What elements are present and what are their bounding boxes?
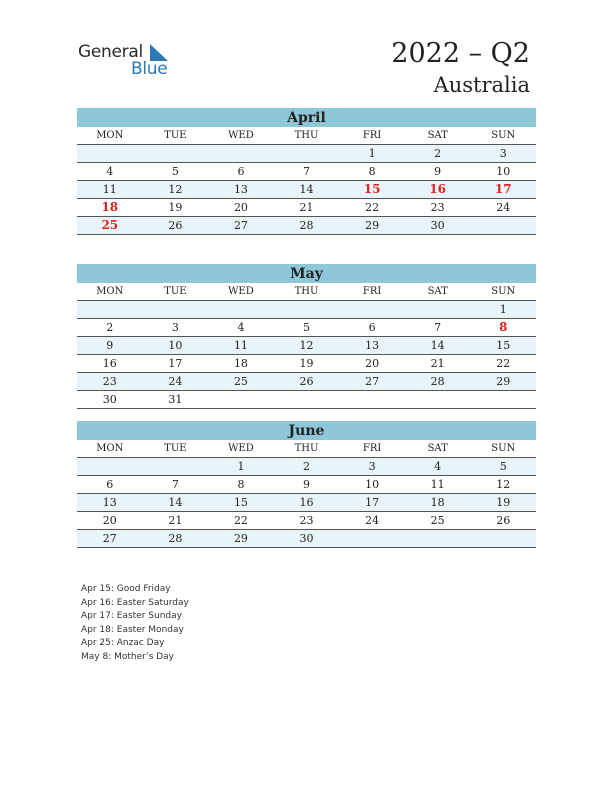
week-row — [77, 391, 536, 409]
day-cell — [405, 530, 471, 547]
weekday-label: THU — [294, 130, 319, 141]
day-cell: 17 — [365, 496, 380, 509]
day-cell: 5 — [303, 321, 311, 334]
day-cell: 6 — [368, 321, 376, 334]
weekday-label: TUE — [164, 286, 187, 297]
weekday-label: MON — [96, 286, 124, 297]
day-cell: 5 — [499, 460, 507, 473]
weekday-label: THU — [294, 286, 319, 297]
day-cell: 27 — [102, 532, 117, 545]
holiday-list — [81, 583, 189, 665]
day-cell: 19 — [496, 496, 511, 509]
day-cell: 21 — [430, 357, 445, 370]
day-cell: 7 — [303, 165, 311, 178]
day-cell — [274, 301, 340, 318]
day-cell — [77, 458, 143, 475]
day-cell — [339, 301, 405, 318]
weekday-label: WED — [228, 130, 254, 141]
day-cell: 4 — [106, 165, 114, 178]
week-row — [77, 355, 536, 373]
day-cell: 5 — [171, 165, 179, 178]
day-cell: 1 — [368, 147, 376, 160]
day-cell: 14 — [168, 496, 183, 509]
day-cell — [77, 145, 143, 162]
day-cell — [143, 301, 209, 318]
day-cell: 2 — [303, 460, 311, 473]
day-cell: 8 — [368, 165, 376, 178]
weekday-row — [77, 440, 536, 458]
day-cell: 31 — [168, 393, 183, 406]
week-row — [77, 337, 536, 355]
day-cell: 4 — [237, 321, 245, 334]
day-cell: 11 — [233, 339, 248, 352]
day-cell: 3 — [499, 147, 507, 160]
weekday-label: WED — [228, 443, 254, 454]
day-cell: 3 — [171, 321, 179, 334]
day-cell — [470, 391, 536, 408]
day-cell: 20 — [233, 201, 248, 214]
day-cell: 10 — [365, 478, 380, 491]
day-cell — [274, 391, 340, 408]
day-cell — [208, 301, 274, 318]
day-cell: 29 — [365, 219, 380, 232]
weekday-label: TUE — [164, 443, 187, 454]
day-cell — [339, 530, 405, 547]
page-title: 2022 – Q2 — [391, 38, 530, 69]
weekday-label: SUN — [491, 286, 516, 297]
week-row — [77, 163, 536, 181]
holiday-item: Apr 16: Easter Saturday — [81, 597, 189, 608]
day-cell: 7 — [434, 321, 442, 334]
holiday-item: Apr 25: Anzac Day — [81, 638, 165, 649]
weekday-label: MON — [96, 443, 124, 454]
day-cell: 27 — [365, 375, 380, 388]
day-cell: 18 — [101, 200, 119, 214]
day-cell — [208, 391, 274, 408]
country-name: Australia — [433, 73, 530, 97]
day-cell: 13 — [102, 496, 117, 509]
day-cell: 10 — [168, 339, 183, 352]
day-cell: 23 — [102, 375, 117, 388]
weekday-label: FRI — [362, 130, 382, 141]
weekday-label: SAT — [427, 130, 448, 141]
day-cell — [274, 145, 340, 162]
day-cell: 20 — [365, 357, 380, 370]
day-cell: 8 — [499, 320, 508, 334]
day-cell: 15 — [233, 496, 248, 509]
day-cell: 30 — [299, 532, 314, 545]
day-cell: 18 — [233, 357, 248, 370]
day-cell — [143, 145, 209, 162]
day-cell: 3 — [368, 460, 376, 473]
day-cell: 20 — [102, 514, 117, 527]
weekday-label: FRI — [362, 443, 382, 454]
day-cell: 26 — [168, 219, 183, 232]
day-cell — [470, 217, 536, 234]
day-cell: 24 — [365, 514, 380, 527]
day-cell: 7 — [171, 478, 179, 491]
day-cell: 14 — [299, 183, 314, 196]
day-cell: 23 — [430, 201, 445, 214]
day-cell: 13 — [233, 183, 248, 196]
month-0 — [77, 108, 536, 235]
day-cell: 22 — [496, 357, 511, 370]
day-cell — [339, 391, 405, 408]
day-cell: 25 — [430, 514, 445, 527]
day-cell: 2 — [434, 147, 442, 160]
week-row — [77, 181, 536, 199]
day-cell: 21 — [168, 514, 183, 527]
week-row — [77, 217, 536, 235]
week-row — [77, 458, 536, 476]
day-cell: 17 — [494, 182, 512, 196]
day-cell: 6 — [237, 165, 245, 178]
day-cell: 9 — [434, 165, 442, 178]
weekday-label: FRI — [362, 286, 382, 297]
day-cell: 11 — [430, 478, 445, 491]
day-cell: 18 — [430, 496, 445, 509]
day-cell: 4 — [434, 460, 442, 473]
day-cell: 27 — [233, 219, 248, 232]
day-cell: 22 — [365, 201, 380, 214]
week-row — [77, 145, 536, 163]
day-cell: 12 — [299, 339, 314, 352]
holiday-item: Apr 17: Easter Sunday — [81, 611, 182, 622]
day-cell: 2 — [106, 321, 114, 334]
weekday-label: WED — [228, 286, 254, 297]
weekday-label: SAT — [427, 286, 448, 297]
day-cell: 8 — [237, 478, 245, 491]
day-cell: 19 — [299, 357, 314, 370]
month-1 — [77, 264, 536, 409]
weekday-row — [77, 127, 536, 145]
day-cell: 13 — [365, 339, 380, 352]
weekday-label: SAT — [427, 443, 448, 454]
day-cell: 16 — [299, 496, 314, 509]
weekday-label: TUE — [164, 130, 187, 141]
month-title: June — [77, 421, 536, 440]
week-row — [77, 494, 536, 512]
day-cell — [405, 391, 471, 408]
day-cell: 24 — [496, 201, 511, 214]
day-cell: 30 — [102, 393, 117, 406]
week-row — [77, 301, 536, 319]
weekday-label: SUN — [491, 130, 516, 141]
week-row — [77, 530, 536, 548]
day-cell: 10 — [496, 165, 511, 178]
day-cell: 16 — [429, 182, 447, 196]
day-cell: 12 — [168, 183, 183, 196]
brand-blue: Blue — [131, 59, 168, 79]
day-cell: 16 — [102, 357, 117, 370]
day-cell: 28 — [168, 532, 183, 545]
weekday-label: THU — [294, 443, 319, 454]
day-cell: 14 — [430, 339, 445, 352]
day-cell: 25 — [233, 375, 248, 388]
day-cell: 26 — [299, 375, 314, 388]
day-cell: 1 — [237, 460, 245, 473]
day-cell: 17 — [168, 357, 183, 370]
holiday-item: Apr 15: Good Friday — [81, 584, 171, 594]
day-cell — [77, 301, 143, 318]
day-cell: 9 — [303, 478, 311, 491]
day-cell: 28 — [430, 375, 445, 388]
day-cell: 15 — [363, 182, 381, 196]
weekday-row — [77, 283, 536, 301]
week-row — [77, 199, 536, 217]
day-cell: 15 — [496, 339, 511, 352]
day-cell: 9 — [106, 339, 114, 352]
brand-logo — [78, 42, 178, 82]
day-cell — [143, 458, 209, 475]
holiday-item: May 8: Mother’s Day — [81, 651, 175, 662]
day-cell: 19 — [168, 201, 183, 214]
day-cell: 29 — [233, 532, 248, 545]
day-cell: 21 — [299, 201, 314, 214]
day-cell: 1 — [499, 303, 507, 316]
month-title: May — [77, 264, 536, 283]
week-row — [77, 476, 536, 494]
brand-general: General — [78, 42, 143, 62]
day-cell: 24 — [168, 375, 183, 388]
day-cell: 11 — [102, 183, 117, 196]
holiday-item: Apr 18: Easter Monday — [81, 624, 184, 635]
day-cell: 29 — [496, 375, 511, 388]
weekday-label: SUN — [491, 443, 516, 454]
weekday-label: MON — [96, 130, 124, 141]
month-2 — [77, 421, 536, 548]
day-cell — [470, 530, 536, 547]
day-cell: 26 — [496, 514, 511, 527]
day-cell: 23 — [299, 514, 314, 527]
week-row — [77, 512, 536, 530]
month-title: April — [77, 108, 536, 127]
day-cell: 22 — [233, 514, 248, 527]
day-cell: 30 — [430, 219, 445, 232]
day-cell: 28 — [299, 219, 314, 232]
day-cell: 25 — [101, 218, 119, 232]
day-cell: 6 — [106, 478, 114, 491]
day-cell — [405, 301, 471, 318]
day-cell — [208, 145, 274, 162]
week-row — [77, 319, 536, 337]
day-cell: 12 — [496, 478, 511, 491]
week-row — [77, 373, 536, 391]
